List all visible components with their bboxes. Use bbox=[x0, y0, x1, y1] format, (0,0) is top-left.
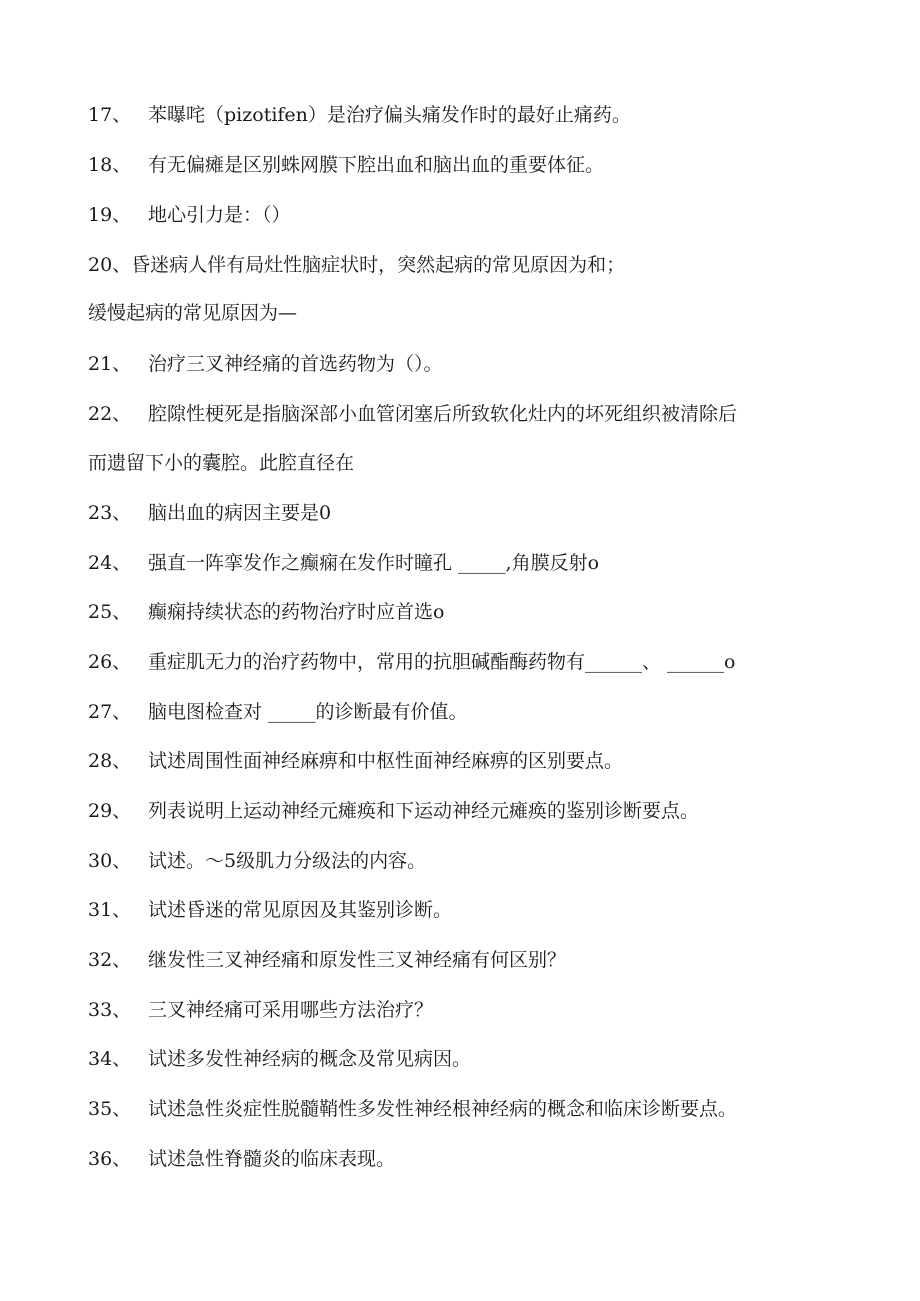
question-text: 继发性三叉神经痛和原发性三叉神经痛有何区别？ bbox=[148, 949, 567, 971]
question-text: 试述多发性神经病的概念及常见病因。 bbox=[148, 1048, 472, 1070]
question-number: 29、 bbox=[88, 800, 132, 822]
question-text: 而遗留下小的囊腔。此腔直径在 bbox=[88, 452, 355, 474]
question-number: 34、 bbox=[88, 1048, 132, 1070]
question-text: 癫痫持续状态的药物治疗时应首选o bbox=[148, 601, 445, 623]
question-number: 27、 bbox=[88, 701, 132, 723]
question-text: 三叉神经痛可采用哪些方法治疗？ bbox=[148, 999, 434, 1021]
question-text: 试述急性脊髓炎的临床表现。 bbox=[148, 1148, 396, 1170]
question-number: 22、 bbox=[88, 403, 132, 425]
question-number: 33、 bbox=[88, 999, 132, 1021]
question-number: 28、 bbox=[88, 750, 132, 772]
question-text: 试述急性炎症性脱髓鞘性多发性神经根神经病的概念和临床诊断要点。 bbox=[148, 1098, 738, 1120]
question-number: 23、 bbox=[88, 502, 132, 524]
question-text: 试述昏迷的常见原因及其鉴别诊断。 bbox=[148, 899, 453, 921]
question-text: 苯曝咤（pizotifen）是治疗偏头痛发作时的最好止痛药。 bbox=[148, 104, 631, 126]
question-number: 26、 bbox=[88, 651, 132, 673]
question-text: 脑电图检查对 _____的诊断最有价值。 bbox=[148, 701, 468, 723]
question-number: 36、 bbox=[88, 1148, 132, 1170]
question-number: 19、 bbox=[88, 204, 132, 226]
question-text: 试述周围性面神经麻痹和中枢性面神经麻痹的区别要点。 bbox=[148, 750, 624, 772]
question-number: 17、 bbox=[88, 104, 132, 126]
question-text: 地心引力是：（） bbox=[148, 204, 291, 226]
question-text: 腔隙性梗死是指脑深部小血管闭塞后所致软化灶内的坏死组织被清除后 bbox=[148, 403, 738, 425]
question-text: 强直一阵挛发作之癫痫在发作时瞳孔 _____,角膜反射o bbox=[148, 552, 600, 574]
question-number: 18、 bbox=[88, 154, 132, 176]
question-number: 21、 bbox=[88, 353, 132, 375]
question-text: 脑出血的病因主要是0 bbox=[148, 502, 332, 524]
question-text: 有无偏瘫是区别蛛网膜下腔出血和脑出血的重要体征。 bbox=[148, 154, 605, 176]
question-number: 24、 bbox=[88, 552, 132, 574]
question-text: 列表说明上运动神经元瘫痪和下运动神经元瘫痪的鉴别诊断要点。 bbox=[148, 800, 700, 822]
question-text: 20、昏迷病人伴有局灶性脑症状时，突然起病的常见原因为和； bbox=[88, 254, 626, 276]
question-text: 治疗三叉神经痛的首选药物为（）。 bbox=[148, 353, 443, 375]
question-number: 32、 bbox=[88, 949, 132, 971]
question-number: 35、 bbox=[88, 1098, 132, 1120]
question-number: 25、 bbox=[88, 601, 132, 623]
question-text: 重症肌无力的治疗药物中，常用的抗胆碱酯酶药物有______、 ______o bbox=[148, 651, 736, 673]
question-text: 缓慢起病的常见原因为— bbox=[88, 302, 298, 324]
question-text: 试述。～5级肌力分级法的内容。 bbox=[148, 850, 427, 872]
question-number: 30、 bbox=[88, 850, 132, 872]
question-number: 31、 bbox=[88, 899, 132, 921]
